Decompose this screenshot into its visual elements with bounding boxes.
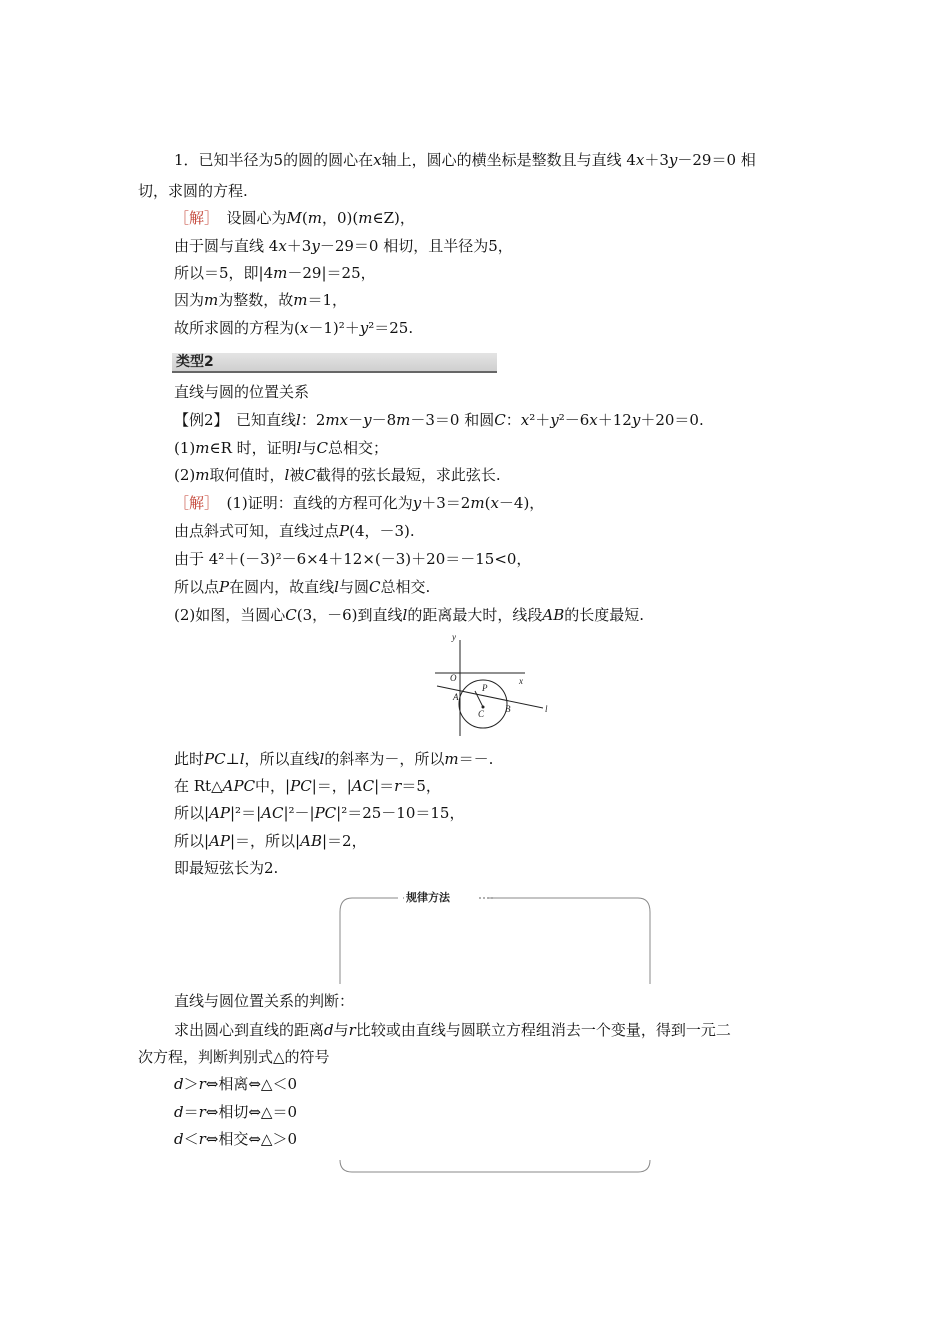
label-a: A [453, 692, 459, 702]
solution-line-9 [174, 831, 367, 851]
method-line-3: 次方程，判断判别式△的符号 [138, 1048, 330, 1066]
var: AC [261, 804, 284, 822]
var: m [444, 750, 459, 768]
var: m [307, 209, 322, 227]
text: 被 [289, 466, 305, 484]
var: d [174, 1103, 184, 1121]
var: r [394, 777, 402, 795]
text: 由于圆与直线 4 [174, 237, 279, 255]
dot [487, 897, 489, 899]
solution-line-10: 即最短弦长为2. [174, 859, 279, 877]
method-line-6 [174, 1129, 297, 1149]
text: 所以| [174, 832, 210, 850]
var: m [195, 466, 210, 484]
var: l [296, 411, 301, 429]
solution-line-5 [174, 605, 644, 625]
solution-tag: ［解］ [174, 494, 212, 512]
method-line-5 [174, 1102, 297, 1122]
text: ⇔相离⇔△＜0 [205, 1075, 298, 1093]
label-y: y [452, 632, 456, 642]
var: AC [351, 777, 375, 795]
var: d [174, 1130, 184, 1148]
circle-line-figure [425, 628, 565, 744]
text: －3＝0 和圆 [410, 411, 495, 429]
problem-1-solution-1 [174, 208, 415, 228]
text: 1．已知半径为5的圆的圆心在 [174, 151, 374, 169]
var: y [363, 411, 372, 429]
problem-1-solution-4 [174, 290, 347, 310]
var: AP [209, 804, 230, 822]
label-p: P [482, 683, 488, 693]
label-l: l [545, 704, 548, 714]
text: 的斜率为－，所以 [324, 750, 445, 768]
text: ＝－. [458, 750, 494, 768]
var: l [239, 750, 245, 768]
frame-top-right [488, 898, 650, 912]
text: ⇔相切⇔△＝0 [205, 1103, 298, 1121]
var: m [396, 411, 411, 429]
var: x [373, 151, 382, 169]
var: P [339, 522, 350, 540]
var: x [635, 151, 645, 169]
text: 所以＝5，即|4 [174, 264, 274, 282]
text: (1) [174, 439, 196, 457]
text: (2)如图，当圆心 [174, 606, 286, 624]
var: C [285, 606, 297, 624]
text: ，所以直线 [244, 750, 320, 768]
text: －29＝0 相切，且半径为5， [319, 237, 513, 255]
text: ＜ [183, 1130, 199, 1148]
example-2-heading [174, 410, 704, 430]
text: －8 [371, 411, 397, 429]
method-box-title: 规律方法 [406, 891, 450, 904]
var: x [490, 494, 499, 512]
solution-line-6 [174, 749, 493, 769]
method-line-2 [174, 1020, 731, 1040]
text: － [348, 411, 364, 429]
var: M [286, 209, 302, 227]
problem-1-line-2: 切，求圆的方程. [138, 182, 248, 200]
text: 与圆 [338, 578, 369, 596]
var: APC [222, 777, 256, 795]
banner-bar [172, 353, 497, 373]
text: 的长度最短. [564, 606, 644, 624]
text: 设圆心为 [211, 209, 287, 227]
segment-pc [475, 691, 483, 707]
label-o: O [450, 673, 457, 683]
example-2-question-2 [174, 465, 501, 485]
var: PC [290, 777, 312, 795]
var: x [520, 411, 530, 429]
var: y [631, 411, 641, 429]
text: ⊥ [225, 750, 240, 768]
text: ²－6 [558, 411, 590, 429]
text: (2) [174, 466, 196, 484]
text: |²＝| [230, 804, 262, 822]
text: 与 [301, 439, 317, 457]
text: 在 Rt△ [174, 777, 223, 795]
text: ，0)( [321, 209, 359, 227]
var: l [334, 578, 339, 596]
label-b: B [505, 704, 511, 714]
var: r [348, 1021, 356, 1039]
problem-1-solution-3 [174, 263, 376, 283]
text: |＝，| [311, 777, 352, 795]
var: d [174, 1075, 184, 1093]
text: ⇔相交⇔△＞0 [205, 1130, 298, 1148]
text: 与 [333, 1021, 349, 1039]
var: x [299, 319, 309, 337]
type-banner [172, 353, 497, 373]
text: 总相交. [380, 578, 431, 596]
figure-svg [425, 628, 565, 740]
var: m [204, 291, 219, 309]
text: 取何值时， [209, 466, 285, 484]
var: PC [314, 804, 337, 822]
text: ＝1， [307, 291, 348, 309]
text: ＋20＝0. [640, 411, 704, 429]
var: m [293, 291, 308, 309]
text: |＝ [374, 777, 395, 795]
frame-bottom [340, 1160, 650, 1172]
text: ∈Z)， [372, 209, 415, 227]
text: ＝ [183, 1103, 199, 1121]
text: |＝2， [321, 832, 367, 850]
text: 轴上，圆心的横坐标是整数且与直线 4 [381, 151, 636, 169]
text: (4，－3). [349, 522, 415, 540]
text: ＋12 [597, 411, 632, 429]
text: ＋3＝2 [421, 494, 471, 512]
var: m [195, 439, 210, 457]
text: 比较或由直线与圆联立方程组消去一个变量，得到一元二 [355, 1021, 731, 1039]
text: |＝，所以| [230, 832, 301, 850]
dot [483, 897, 485, 899]
text: ：2 [300, 411, 326, 429]
var: m [470, 494, 485, 512]
section-title: 直线与圆的位置关系 [174, 383, 310, 401]
text: 此时 [174, 750, 205, 768]
text: ∈R 时，证明 [209, 439, 297, 457]
method-line-4 [174, 1074, 297, 1094]
var: C [368, 578, 381, 596]
text: －29|＝25， [287, 264, 376, 282]
var: mx [325, 411, 349, 429]
text: 因为 [174, 291, 205, 309]
text: 由点斜式可知，直线过点 [174, 522, 340, 540]
var: r [198, 1075, 206, 1093]
text: 总相交； [327, 439, 388, 457]
var: y [412, 494, 422, 512]
text: 所以点 [174, 578, 220, 596]
text: －29＝0 相 [677, 151, 756, 169]
var: m [358, 209, 373, 227]
text: ＋3 [286, 237, 312, 255]
text: ： [505, 411, 521, 429]
problem-1-line-1 [174, 150, 756, 170]
text: 故所求圆的方程为( [174, 319, 300, 337]
problem-1-solution-5 [174, 318, 413, 338]
label-c: C [478, 709, 485, 719]
text: ²＝25. [368, 319, 414, 337]
var: m [273, 264, 288, 282]
var: AP [209, 832, 230, 850]
var: P [219, 578, 230, 596]
text: 在圆内，故直线 [229, 578, 335, 596]
solution-line-2 [174, 521, 415, 541]
text: |²＝25－10＝15， [336, 804, 465, 822]
text: 所以| [174, 804, 210, 822]
var: l [284, 466, 290, 484]
var: y [550, 411, 559, 429]
var: l [296, 439, 302, 457]
var: y [359, 319, 369, 337]
frame-top-left [340, 898, 398, 912]
text: ( [484, 494, 491, 512]
text: ( [301, 209, 308, 227]
solution-line-4 [174, 577, 430, 597]
banner-label: 类型2 [176, 354, 214, 370]
var: AB [300, 832, 322, 850]
var: PC [204, 750, 226, 768]
var: AB [542, 606, 565, 624]
var: C [304, 466, 316, 484]
text: ＝5， [401, 777, 441, 795]
dot [479, 897, 481, 899]
var: y [311, 237, 320, 255]
method-line-1: 直线与圆位置关系的判断： [174, 992, 355, 1010]
solution-line-3: 由于 4²＋(－3)²－6×4＋12×(－3)＋20＝－15<0， [174, 550, 532, 568]
solution-line-7 [174, 776, 441, 796]
text: 求出圆心到直线的距离 [174, 1021, 325, 1039]
example-2-question-1 [174, 438, 388, 458]
var: C [316, 439, 328, 457]
problem-1-solution-2 [174, 236, 513, 256]
text: (1)证明：直线的方程可化为 [211, 494, 413, 512]
solution-tag: ［解］ [174, 209, 212, 227]
var: r [198, 1130, 206, 1148]
var: y [668, 151, 678, 169]
solution-line-8 [174, 803, 464, 823]
text: ＋3 [644, 151, 669, 169]
solution-line-1 [174, 493, 544, 513]
var: x [589, 411, 598, 429]
text: 截得的弦长最短，求此弦长. [315, 466, 501, 484]
text: －1)²＋ [308, 319, 360, 337]
text: －4)， [498, 494, 545, 512]
text: ＞ [183, 1075, 199, 1093]
var: d [324, 1021, 334, 1039]
text: (3，－6)到直线 [296, 606, 403, 624]
text: 【例2】 已知直线 [174, 411, 297, 429]
var: l [402, 606, 408, 624]
var: x [278, 237, 287, 255]
text: 中，| [255, 777, 291, 795]
text: 的距离最大时，线段 [407, 606, 543, 624]
var: l [319, 750, 325, 768]
text: |²－| [283, 804, 315, 822]
text: ²＋ [529, 411, 551, 429]
dot [491, 897, 493, 899]
var: r [198, 1103, 206, 1121]
text: 为整数，故 [218, 291, 294, 309]
label-x: x [519, 676, 523, 686]
var: C [494, 411, 506, 429]
